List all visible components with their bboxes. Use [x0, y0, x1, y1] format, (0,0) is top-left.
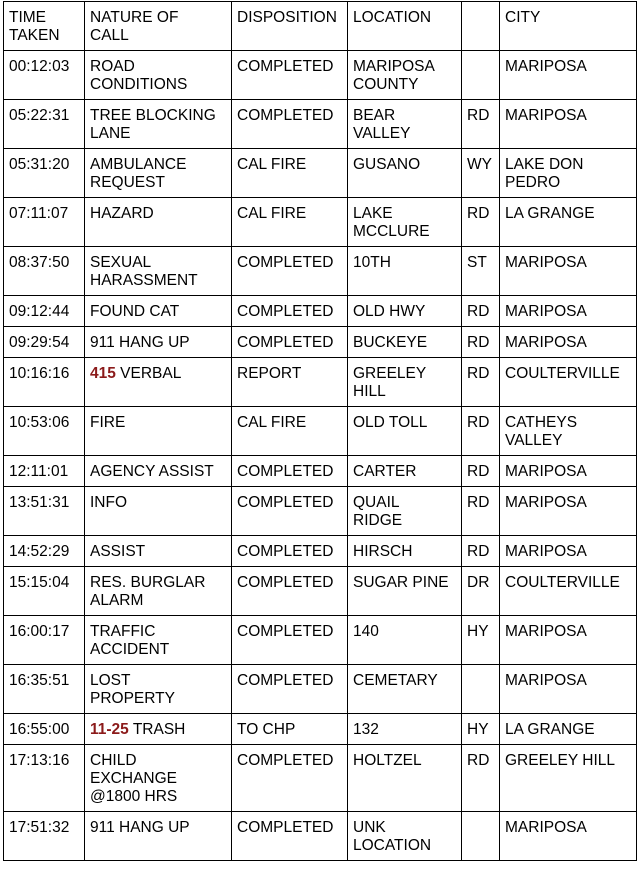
- cell-nature-of-call: [85, 296, 232, 327]
- call-description: RES. BURGLAR ALARM: [90, 574, 206, 609]
- cell-location: OLD TOLL: [348, 407, 462, 456]
- cell-location: BUCKEYE: [348, 327, 462, 358]
- table-row: [4, 100, 637, 149]
- call-description: 911 HANG UP: [90, 819, 190, 836]
- cell-street-suffix: [462, 51, 500, 100]
- table-row: [4, 812, 637, 861]
- table-row: [4, 665, 637, 714]
- table-row: [4, 358, 637, 407]
- cell-nature-of-call: [85, 665, 232, 714]
- cell-city: MARIPOSA: [500, 247, 637, 296]
- cell-street-suffix: RD: [462, 487, 500, 536]
- cell-nature-of-call: [85, 616, 232, 665]
- cell-nature-of-call: [85, 247, 232, 296]
- cell-street-suffix: DR: [462, 567, 500, 616]
- cell-disposition: COMPLETED: [232, 536, 348, 567]
- header-city: CITY: [500, 2, 637, 51]
- cell-disposition: CAL FIRE: [232, 149, 348, 198]
- cell-city: COULTERVILLE: [500, 358, 637, 407]
- header-nature-of-call: NATURE OF CALL: [85, 2, 232, 51]
- cell-street-suffix: HY: [462, 616, 500, 665]
- call-description: LOST PROPERTY: [90, 672, 175, 707]
- cell-disposition: COMPLETED: [232, 487, 348, 536]
- cell-location: BEAR VALLEY: [348, 100, 462, 149]
- call-description: AMBULANCE REQUEST: [90, 156, 187, 191]
- cell-disposition: CAL FIRE: [232, 198, 348, 247]
- header-street-suffix: [462, 2, 500, 51]
- call-code-number: 11-25: [90, 721, 129, 738]
- table-row: [4, 487, 637, 536]
- cell-nature-of-call: [85, 100, 232, 149]
- table-row: [4, 567, 637, 616]
- cell-time-taken: 16:00:17: [4, 616, 85, 665]
- call-description: SEXUAL HARASSMENT: [90, 254, 198, 289]
- cell-city: MARIPOSA: [500, 456, 637, 487]
- cell-location: LAKE MCCLURE: [348, 198, 462, 247]
- cell-nature-of-call: [85, 198, 232, 247]
- cell-street-suffix: RD: [462, 100, 500, 149]
- cell-time-taken: 07:11:07: [4, 198, 85, 247]
- cell-city: COULTERVILLE: [500, 567, 637, 616]
- cell-city: MARIPOSA: [500, 327, 637, 358]
- cell-street-suffix: HY: [462, 714, 500, 745]
- cell-time-taken: 12:11:01: [4, 456, 85, 487]
- table-row: [4, 745, 637, 812]
- cell-street-suffix: WY: [462, 149, 500, 198]
- call-description: INFO: [90, 494, 128, 511]
- cell-nature-of-call: [85, 407, 232, 456]
- cell-disposition: REPORT: [232, 358, 348, 407]
- cell-disposition: CAL FIRE: [232, 407, 348, 456]
- table-row: [4, 616, 637, 665]
- cell-city: GREELEY HILL: [500, 745, 637, 812]
- call-description: TRASH: [128, 721, 186, 738]
- cell-street-suffix: RD: [462, 407, 500, 456]
- cell-nature-of-call: [85, 51, 232, 100]
- cell-street-suffix: RD: [462, 536, 500, 567]
- call-description: FOUND CAT: [90, 303, 180, 320]
- call-description: TRAFFIC ACCIDENT: [90, 623, 170, 658]
- cell-city: CATHEYS VALLEY: [500, 407, 637, 456]
- cell-street-suffix: RD: [462, 327, 500, 358]
- cell-nature-of-call: [85, 327, 232, 358]
- cell-disposition: COMPLETED: [232, 616, 348, 665]
- cell-time-taken: 09:12:44: [4, 296, 85, 327]
- table-row: [4, 714, 637, 745]
- cell-location: CARTER: [348, 456, 462, 487]
- cell-street-suffix: RD: [462, 456, 500, 487]
- cell-location: GREELEY HILL: [348, 358, 462, 407]
- cell-location: CEMETARY: [348, 665, 462, 714]
- cell-location: GUSANO: [348, 149, 462, 198]
- cell-street-suffix: ST: [462, 247, 500, 296]
- cell-location: 10TH: [348, 247, 462, 296]
- cell-disposition: COMPLETED: [232, 812, 348, 861]
- cell-time-taken: 17:51:32: [4, 812, 85, 861]
- call-description: ROAD CONDITIONS: [90, 58, 188, 93]
- cell-street-suffix: [462, 665, 500, 714]
- cell-nature-of-call: [85, 487, 232, 536]
- cell-disposition: COMPLETED: [232, 327, 348, 358]
- cell-disposition: COMPLETED: [232, 456, 348, 487]
- cell-location: SUGAR PINE: [348, 567, 462, 616]
- table-row: [4, 327, 637, 358]
- table-row: [4, 198, 637, 247]
- cell-city: MARIPOSA: [500, 296, 637, 327]
- cell-location: 140: [348, 616, 462, 665]
- table-row: [4, 296, 637, 327]
- call-description: ASSIST: [90, 543, 146, 560]
- cell-disposition: COMPLETED: [232, 100, 348, 149]
- call-description: AGENCY ASSIST: [90, 463, 214, 480]
- cell-city: LA GRANGE: [500, 714, 637, 745]
- cell-time-taken: 09:29:54: [4, 327, 85, 358]
- call-description: FIRE: [90, 414, 126, 431]
- cell-location: HIRSCH: [348, 536, 462, 567]
- cell-nature-of-call: [85, 567, 232, 616]
- cell-nature-of-call: [85, 812, 232, 861]
- cell-nature-of-call: [85, 536, 232, 567]
- cell-city: MARIPOSA: [500, 616, 637, 665]
- cell-disposition: COMPLETED: [232, 665, 348, 714]
- cell-nature-of-call: [85, 714, 232, 745]
- cell-location: QUAIL RIDGE: [348, 487, 462, 536]
- cell-city: LA GRANGE: [500, 198, 637, 247]
- cell-city: MARIPOSA: [500, 100, 637, 149]
- cell-nature-of-call: [85, 745, 232, 812]
- call-description: TREE BLOCKING LANE: [90, 107, 216, 142]
- call-description: 911 HANG UP: [90, 334, 190, 351]
- call-description: HAZARD: [90, 205, 154, 222]
- cell-time-taken: 08:37:50: [4, 247, 85, 296]
- cell-street-suffix: RD: [462, 198, 500, 247]
- cell-location: 132: [348, 714, 462, 745]
- header-disposition: DISPOSITION: [232, 2, 348, 51]
- call-log-body: [4, 51, 637, 861]
- call-code-number: 415: [90, 365, 116, 382]
- table-row: [4, 247, 637, 296]
- cell-city: MARIPOSA: [500, 51, 637, 100]
- table-row: [4, 456, 637, 487]
- table-header-row: [4, 2, 637, 51]
- cell-time-taken: 16:55:00: [4, 714, 85, 745]
- table-row: [4, 536, 637, 567]
- table-row: [4, 51, 637, 100]
- cell-city: MARIPOSA: [500, 812, 637, 861]
- cell-time-taken: 14:52:29: [4, 536, 85, 567]
- header-time-taken: TIME TAKEN: [4, 2, 85, 51]
- cell-street-suffix: RD: [462, 358, 500, 407]
- cell-location: UNK LOCATION: [348, 812, 462, 861]
- cell-disposition: COMPLETED: [232, 567, 348, 616]
- call-description: CHILD EXCHANGE @1800 HRS: [90, 752, 178, 805]
- cell-city: MARIPOSA: [500, 665, 637, 714]
- cell-disposition: COMPLETED: [232, 296, 348, 327]
- table-row: [4, 149, 637, 198]
- cell-nature-of-call: [85, 456, 232, 487]
- header-location: LOCATION: [348, 2, 462, 51]
- cell-time-taken: 15:15:04: [4, 567, 85, 616]
- cell-disposition: TO CHP: [232, 714, 348, 745]
- cell-city: MARIPOSA: [500, 487, 637, 536]
- cell-time-taken: 05:22:31: [4, 100, 85, 149]
- cell-street-suffix: RD: [462, 296, 500, 327]
- cell-nature-of-call: [85, 358, 232, 407]
- cell-time-taken: 10:53:06: [4, 407, 85, 456]
- cell-city: LAKE DON PEDRO: [500, 149, 637, 198]
- cell-city: MARIPOSA: [500, 536, 637, 567]
- cell-disposition: COMPLETED: [232, 247, 348, 296]
- cell-street-suffix: RD: [462, 745, 500, 812]
- cell-location: OLD HWY: [348, 296, 462, 327]
- cell-location: MARIPOSA COUNTY: [348, 51, 462, 100]
- table-row: [4, 407, 637, 456]
- call-log-table: [3, 1, 637, 861]
- cell-time-taken: 16:35:51: [4, 665, 85, 714]
- call-description: VERBAL: [115, 365, 182, 382]
- cell-street-suffix: [462, 812, 500, 861]
- cell-disposition: COMPLETED: [232, 745, 348, 812]
- cell-time-taken: 00:12:03: [4, 51, 85, 100]
- cell-disposition: COMPLETED: [232, 51, 348, 100]
- cell-time-taken: 13:51:31: [4, 487, 85, 536]
- cell-nature-of-call: [85, 149, 232, 198]
- cell-time-taken: 10:16:16: [4, 358, 85, 407]
- cell-time-taken: 05:31:20: [4, 149, 85, 198]
- cell-location: HOLTZEL: [348, 745, 462, 812]
- cell-time-taken: 17:13:16: [4, 745, 85, 812]
